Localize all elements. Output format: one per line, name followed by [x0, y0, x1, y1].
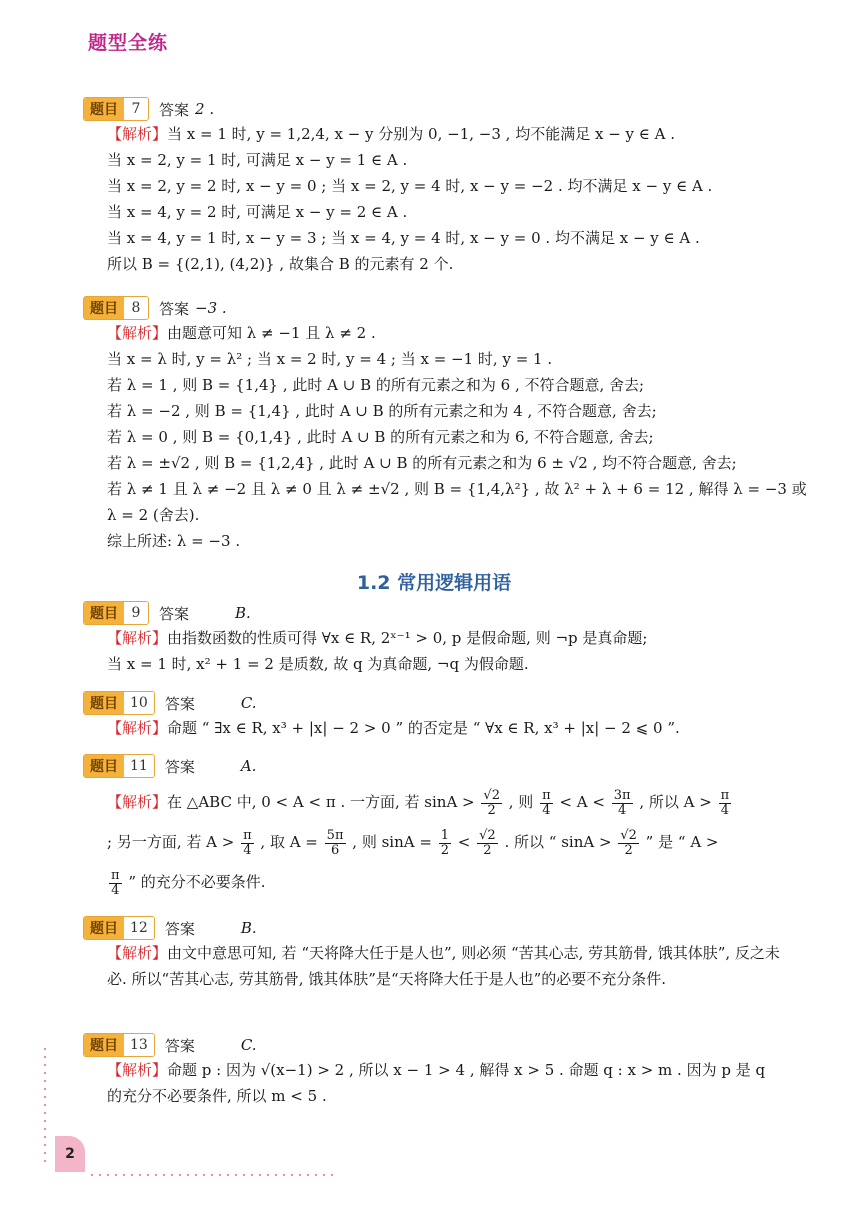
question-badge: 题目 9: [83, 601, 149, 625]
question-badge: 题目 10: [83, 691, 155, 715]
answer-value: A.: [240, 757, 257, 775]
fraction: $\frac{√2}{2}$: [479, 827, 496, 858]
answer-value: C.: [240, 1036, 257, 1054]
answer-value: −3 .: [195, 299, 227, 317]
question-11: 题目 11 答案 A. 【解析】在 △ABC 中, 0 < A < π . 一方面, 若 sinA > $\frac{√2}{2}$ , 则 $\frac{\pi}{4}$ < A < $\frac{3\pi}{4}$ , 所以 A > $\frac{\pi}{4}$ ; 另一方面, 若 A > $\frac{\pi}{4}$ , 取 A = $\frac{5\pi}{6}$ , 则 sinA = $\frac{1}{2}$ < $\frac{√2}{2}$ . 所以 “ sinA > $\frac{√2}{2}$ ” 是 “ A > $\frac{\pi}{4}$ ” 的充分不必要条件.: [83, 754, 793, 902]
answer-value: B.: [235, 604, 251, 622]
fraction: $\frac{\pi}{4}$: [720, 787, 730, 818]
question-badge: 题目 13: [83, 1033, 155, 1057]
question-13: 题目 13 答案 C. 【解析】命题 p : 因为 √(x−1) > 2 , 所以 x − 1 > 4 , 解得 x > 5 . 命题 q : x > m . 因为 p 是 q 的充分不必要条件, 所以 m < 5 .: [83, 1033, 793, 1109]
fraction: $\frac{1}{2}$: [440, 827, 449, 858]
question-7: 题目 7 答案 2 . 【解析】当 x = 1 时, y = 1,2,4, x − y 分别为 0, −1, −3 , 均不能满足 x − y ∈ A . 当 x = 2, y = 1 时, 可满足 x − y = 1 ∈ A . 当 x = 2, y = 2 时, x − y = 0 ; 当 x = 2, y = 4 时, x − y = −2 . 均不满足 x − y ∈ A . 当 x = 4, y = 2 时, 可满足 x − y = 2 ∈ A . 当 x = 4, y = 1 时, x − y = 3 ; 当 x = 4, y = 4 时, x − y = 0 . 均不满足 x − y ∈ A . 所以 B = {(2,1), (4,2)} , 故集合 B 的元素有 2 个.: [83, 97, 793, 277]
decorative-dots: [44, 1045, 46, 1165]
fraction: $\frac{3\pi}{4}$: [613, 787, 631, 818]
question-badge: 题目 12: [83, 916, 155, 940]
page-header: 题型全练: [88, 32, 169, 54]
fraction: $\frac{\pi}{4}$: [243, 827, 252, 858]
question-badge: 题目 8: [83, 296, 149, 320]
answer-value: C.: [240, 694, 257, 712]
question-12: 题目 12 答案 B. 【解析】由文中意思可知, 若 “天将降大任于是人也”, 则必须 “苦其心志, 劳其筋骨, 饿其体肤”, 反之未必. 所以“苦其心志, 劳其筋骨, 饿其体肤”是“天将降大任于是人也”的必要不充分条件.: [83, 916, 793, 992]
fraction: $\frac{√2}{2}$: [620, 827, 637, 858]
fraction: $\frac{\pi}{4}$: [542, 787, 551, 818]
fraction: $\frac{√2}{2}$: [483, 787, 500, 818]
answer-value: B.: [240, 919, 257, 937]
question-9: 题目 9 答案 B. 【解析】由指数函数的性质可得 ∀x ∈ R, 2ˣ⁻¹ > 0, p 是假命题, 则 ¬p 是真命题; 当 x = 1 时, x² + 1 = 2 是质数, 故 q 为真命题, ¬q 为假命题.: [83, 601, 793, 677]
fraction: $\frac{\pi}{4}$: [111, 867, 120, 898]
section-title: 1.2 常用逻辑用语: [356, 572, 512, 594]
question-badge: 题目 11: [83, 754, 155, 778]
decorative-dots: [88, 1174, 338, 1176]
page-number: 2: [55, 1136, 85, 1172]
question-badge: 题目 7: [83, 97, 149, 121]
question-8: 题目 8 答案 −3 . 【解析】由题意可知 λ ≠ −1 且 λ ≠ 2 . 当 x = λ 时, y = λ² ; 当 x = 2 时, y = 4 ; 当 x = −1 时, y = 1 . 若 λ = 1 , 则 B = {1,4} , 此时 A ∪ B 的所有元素之和为 6 , 不符合题意, 舍去; 若 λ = −2 , 则 B = {1,4} , 此时 A ∪ B 的所有元素之和为 4 , 不符合题意, 舍去; 若 λ = 0 , 则 B = {0,1,4} , 此时 A ∪ B 的所有元素之和为 6, 不符合题意, 舍去; 若 λ = ±√2 , 则 B = {1,2,4} , 此时 A ∪ B 的所有元素之和为 6 ± √2 , 均不符合题意, 舍去; 若 λ ≠ 1 且 λ ≠ −2 且 λ ≠ 0 且 λ ≠ ±√2 , 则 B = {1,4,λ²} , 故 λ² + λ + 6 = 12 , 解得 λ = −3 或 λ = 2 (舍去). 综上所述: λ = −3 .: [83, 296, 793, 554]
question-10: 题目 10 答案 C. 【解析】命题 “ ∃x ∈ R, x³ + |x| − 2 > 0 ” 的否定是 “ ∀x ∈ R, x³ + |x| − 2 ⩽ 0 ”.: [83, 691, 793, 741]
fraction: $\frac{5\pi}{6}$: [326, 827, 344, 858]
answer-value: 2 .: [195, 100, 215, 118]
